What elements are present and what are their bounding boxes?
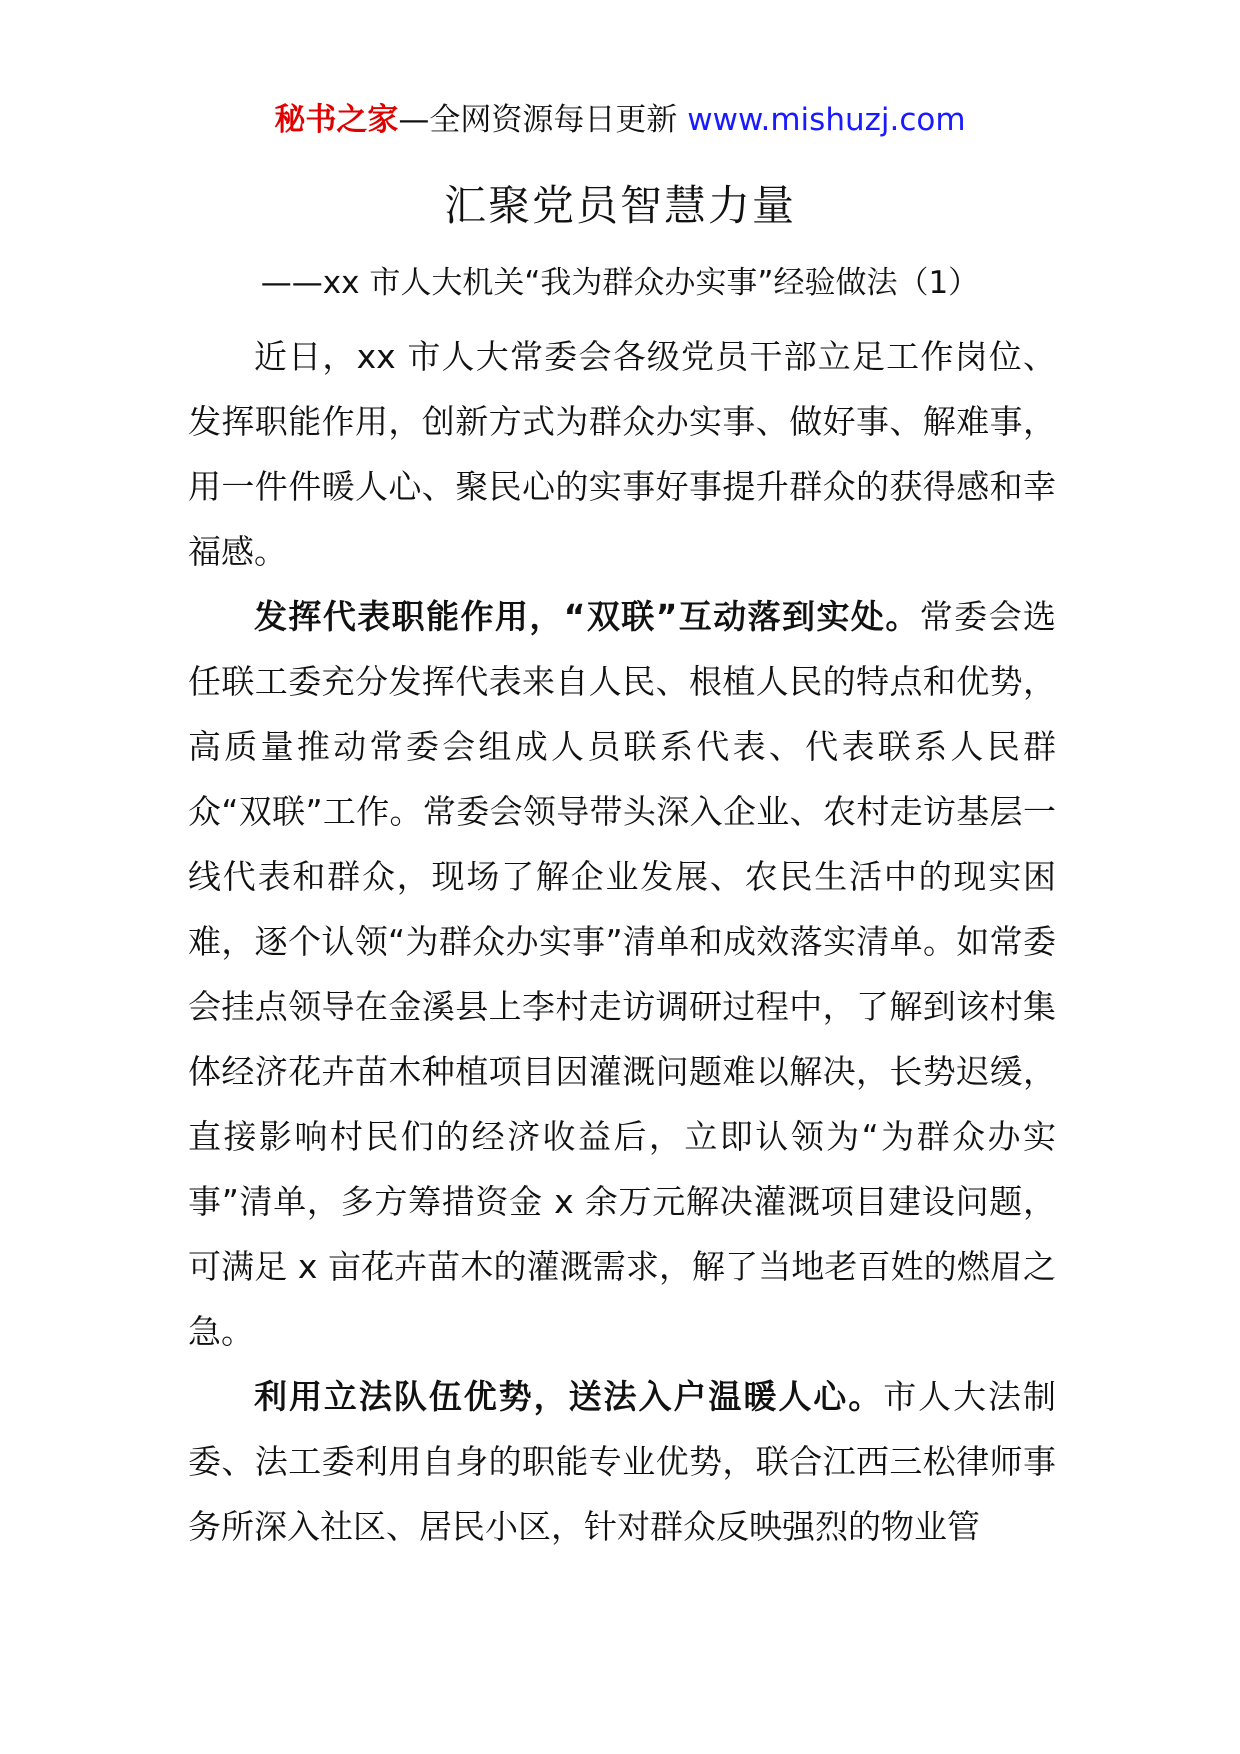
paragraph-legislation — [188, 1364, 1056, 1559]
paragraph-text: 常委会选任联工委充分发挥代表来自人民、根植人民的特点和优势，高质量推动常委会组成人员联系代表、代表联系人民群众“双联”工作。常委会领导带头深入企业、农村走访基层一线代表和群众，现场了解企业发展、农民生活中的现实困难，逐个认领“为群众办实事”清单和成效落实清单。如常委会挂点领导在金溪县上李村走访调研过程中，了解到该村集体经济花卉苗木种植项目因灌溉问题难以解决，长势迟缓，直接影响村民们的经济收益后，立即认领为“为群众办实事”清单，多方筹措资金 x 余万元解决灌溉项目建设问题，可满足 x 亩花卉苗木的灌溉需求，解了当地老百姓的燃眉之急。 — [188, 597, 1056, 1351]
site-header — [0, 100, 1240, 140]
document-body — [188, 324, 1056, 1559]
document-subtitle: ——xx 市人大机关“我为群众办实事”经验做法（1） — [260, 265, 980, 301]
paragraph-lead: 发挥代表职能作用，“双联”互动落到实处。 — [254, 597, 920, 636]
paragraph-intro — [188, 324, 1056, 584]
brand-name: 秘书之家 — [274, 102, 399, 138]
header-tagline: —全网资源每日更新 — [398, 102, 688, 138]
paragraph-lead: 利用立法队伍优势，送法入户温暖人心。 — [254, 1377, 884, 1416]
site-url-link[interactable]: www.mishuzj.com — [687, 102, 966, 138]
paragraph-text: 近日，xx 市人大常委会各级党员干部立足工作岗位、发挥职能作用，创新方式为群众办实事、做好事、解难事，用一件件暖人心、聚民心的实事好事提升群众的获得感和幸福感。 — [188, 337, 1056, 571]
paragraph-representatives — [188, 584, 1056, 1364]
paragraph-text: 市人大法制委、法工委利用自身的职能专业优势，联合江西三松律师事务所深入社区、居民小区，针对群众反映强烈的物业管 — [188, 1377, 1057, 1546]
document-title: 汇聚党员智慧力量 — [443, 181, 796, 230]
